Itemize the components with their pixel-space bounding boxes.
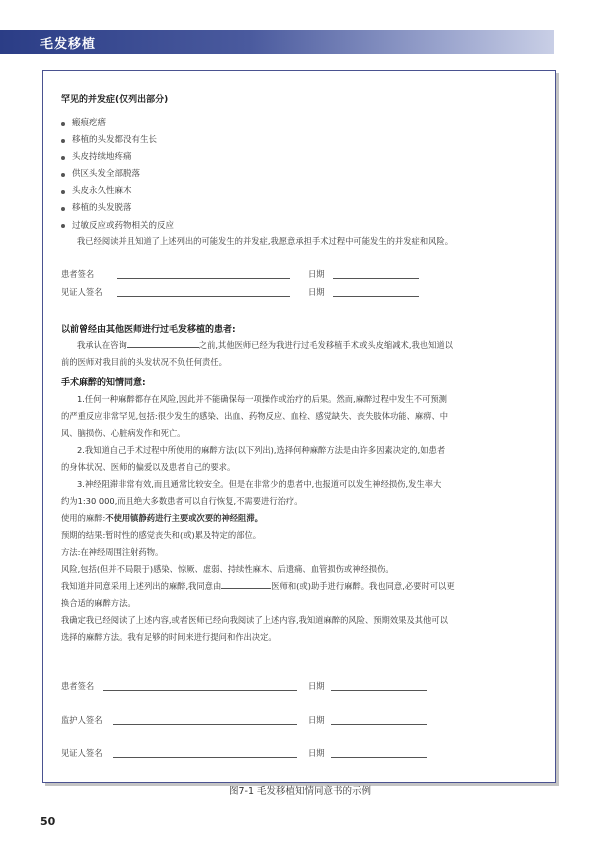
patient-signature-field[interactable] bbox=[103, 690, 297, 691]
anesthesia-paragraphs: 1.任何一种麻醉都存在风险,因此并不能确保每一项操作或治疗的后果。然而,麻醉过程中发生不可预测 的严重反应非常罕见,包括:很少发生的感染、出血、药物反应、血栓、感觉缺失、丧失肢体功能、麻痹、中 风、脑损伤、心脏病发作和死亡。 2.我知道自己手术过程中所使用的麻醉方法(以下列出),选择何种麻醉方法是由许多因素决定的,如患者 的身体状况、医师的偏爱以及患者自己的要求。 3.神经阻滞非常有效,而且通常比较安全。但是在非常少的患者中,也报道可以发生神经损伤,发生率大 约为1:30 000,而且绝大多数患者可以自行恢复,不需要进行治疗。 使用的麻醉:不使用镇静药进行主要或次要的神经阻滞。 预期的结果:暂时性的感觉丧失和(或)累及特定的部位。 方法:在神经周围注射药物。 风险,包括(但并不局限于)感染、惊厥、虚弱、持续性麻木、后遗痛、血管损伤或神经损伤。 我知道并同意采用上述列出的麻醉,我同意由 医师和(或)助手进行麻醉。我也同意,必要时可以更 换合适的麻醉方法。 我确定我已经阅读了上述内容,或者医师已经向我阅读了上述内容,我知道麻醉的风险、预期效果及其他可以 选择的麻醉方法。我有足够的时间来进行提问和作出决定。 bbox=[61, 394, 455, 642]
list-item: 移植的头发都没有生长 bbox=[61, 132, 174, 149]
bullet-icon bbox=[61, 156, 65, 160]
consult-doctor-field[interactable] bbox=[127, 347, 199, 348]
date-field[interactable] bbox=[331, 724, 427, 725]
date-label: 日期 bbox=[308, 287, 325, 297]
witness-signature-label: 见证人签名 bbox=[61, 748, 103, 758]
list-item: 移植的头发脱落 bbox=[61, 200, 174, 217]
bullet-icon bbox=[61, 173, 65, 177]
patient-signature-label: 患者签名 bbox=[61, 681, 95, 691]
list-item: 供区头发全部脱落 bbox=[61, 166, 174, 183]
chapter-header-band bbox=[0, 30, 554, 54]
prior-transplant-title: 以前曾经由其他医师进行过毛发移植的患者: bbox=[61, 325, 236, 335]
bullet-icon bbox=[61, 207, 65, 211]
list-item: 过敏反应或药物相关的反应 bbox=[61, 218, 174, 235]
date-label: 日期 bbox=[308, 269, 325, 279]
bullet-icon bbox=[61, 122, 65, 126]
list-item: 头皮永久性麻木 bbox=[61, 183, 174, 200]
guardian-signature-field[interactable] bbox=[113, 724, 297, 725]
prior-transplant-text: 我承认在咨询 之前,其他医师已经为我进行过毛发移植手术或头皮缩减术,我也知道以 前的医师对我目前的头发状况不负任何责任。 bbox=[61, 340, 453, 367]
complications-statement: 我已经阅读并且知道了上述列出的可能发生的并发症,我愿意承担手术过程中可能发生的并发症和风险。 bbox=[77, 236, 454, 246]
chapter-title: 毛发移植 bbox=[40, 37, 97, 52]
anesthesia-doctor-field[interactable] bbox=[221, 588, 271, 589]
patient-signature-label: 患者签名 bbox=[61, 269, 95, 279]
page-number: 50 bbox=[40, 815, 56, 828]
list-item: 头皮持续地疼痛 bbox=[61, 149, 174, 166]
date-field[interactable] bbox=[333, 296, 419, 297]
date-label: 日期 bbox=[308, 748, 325, 758]
witness-signature-field[interactable] bbox=[113, 757, 297, 758]
figure-caption: 图7-1 毛发移植知情同意书的示例 bbox=[228, 786, 372, 797]
bullet-icon bbox=[61, 224, 65, 228]
bullet-icon bbox=[61, 190, 65, 194]
date-label: 日期 bbox=[308, 681, 325, 691]
consent-form bbox=[42, 70, 556, 783]
patient-signature-field[interactable] bbox=[117, 278, 290, 279]
witness-signature-field[interactable] bbox=[117, 296, 290, 297]
date-field[interactable] bbox=[333, 278, 419, 279]
bullet-icon bbox=[61, 139, 65, 143]
anesthesia-consent-title: 手术麻醉的知情同意: bbox=[61, 378, 146, 388]
date-field[interactable] bbox=[331, 690, 427, 691]
list-item: 瘢痕疙瘩 bbox=[61, 115, 174, 132]
witness-signature-label: 见证人签名 bbox=[61, 287, 103, 297]
complications-title: 罕见的并发症(仅列出部分) bbox=[61, 95, 169, 105]
guardian-signature-label: 监护人签名 bbox=[61, 715, 103, 725]
date-field[interactable] bbox=[331, 757, 427, 758]
date-label: 日期 bbox=[308, 715, 325, 725]
complications-list bbox=[61, 115, 174, 235]
